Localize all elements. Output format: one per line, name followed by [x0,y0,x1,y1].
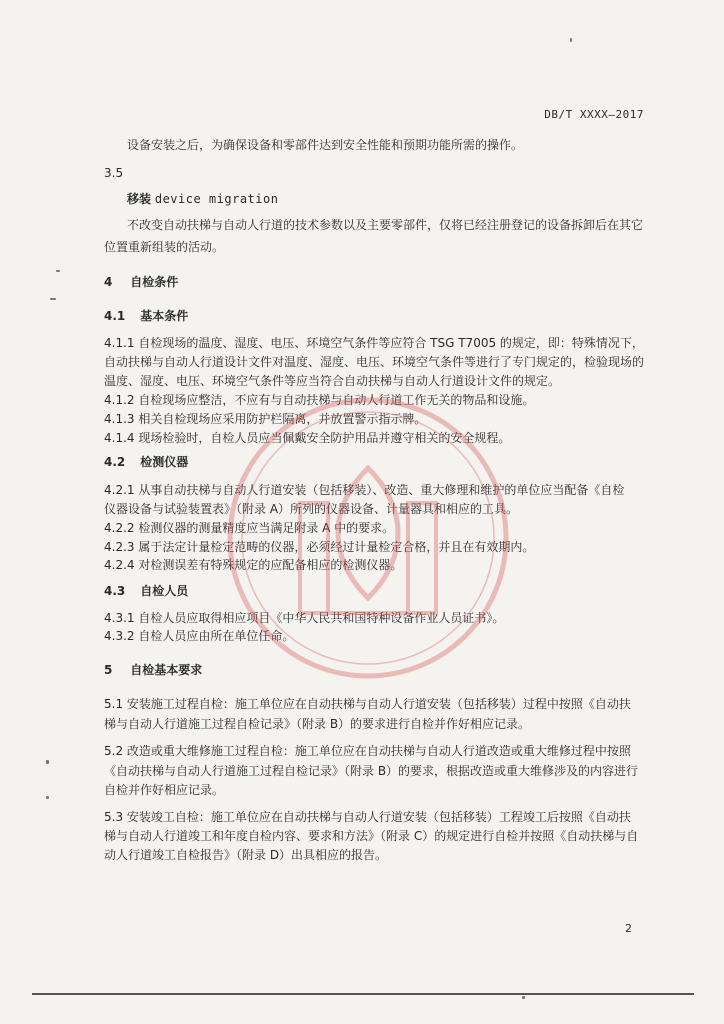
page-number: 2 [625,922,632,935]
paragraph-line: 4.1.4 现场检验时，自检人员应当佩戴安全防护用品并遵守相关的安全规程。 [104,431,511,445]
paragraph-line: 不改变自动扶梯与自动人行道的技术参数以及主要零部件，仅将已经注册登记的设备拆卸后在其它 [127,218,644,232]
paragraph-line: 设备安装之后，为确保设备和零部件达到安全性能和预期功能所需的操作。 [127,138,524,152]
paragraph-line: 《自动扶梯与自动人行道施工过程自检记录》（附录 B）的要求，根据改造或重大维修涉及的内容进行 [104,764,639,778]
paragraph-line: 4.2.2 检测仪器的测量精度应当满足附录 A 中的要求。 [104,521,395,535]
paragraph-line: 4.2.3 属于法定计量检定范畴的仪器，必须经过计量检定合格，并且在有效期内。 [104,540,535,554]
paragraph-line: 仪器设备与试验装置表》（附录 A）所列的仪器设备、计量器具和相应的工具。 [104,502,519,516]
paragraph-line: 动人行道竣工自检报告》（附录 D）出具相应的报告。 [104,848,388,862]
section-number: 4.2 [104,455,126,469]
scan-speck [522,996,525,999]
section-number: 4 [104,275,113,289]
paragraph-line: 4.3.1 自检人员应取得相应项目《中华人民共和国特种设备作业人员证书》。 [104,611,505,625]
paragraph-line: 自动扶梯与自动人行道设计文件对温度、湿度、电压、环境空气条件等进行了专门规定的，检验现场的 [104,355,645,369]
paragraph-line: 梯与自动人行道施工过程自检记录》（附录 B）的要求进行自检并作好相应记录。 [104,717,531,731]
term-chinese: 移装 [127,192,152,206]
paragraph-line: 自检并作好相应记录。 [104,783,225,797]
scan-speck [46,796,49,799]
section-heading-4 [104,273,178,291]
section-title: 检测仪器 [140,455,189,469]
paragraph-line: 温度、湿度、电压、环境空气条件等应当符合自动扶梯与自动人行道设计文件的规定。 [104,374,561,388]
term-entry [127,190,278,208]
section-title: 基本条件 [140,309,189,323]
paragraph-line: 5.3 安装竣工自检：施工单位应在自动扶梯与自动人行道安装（包括移装）工程竣工后按照《自动扶 [104,810,631,824]
paragraph-line: 4.3.2 自检人员应由所在单位任命。 [104,629,295,643]
document-code: DB/T XXXX—2017 [544,108,644,121]
section-number: 5 [104,663,113,677]
paragraph-line: 4.1.2 自检现场应整洁，不应有与自动扶梯与自动人行道工作无关的物品和设施。 [104,393,535,407]
paragraph-line: 4.1.1 自检现场的温度、湿度、电压、环境空气条件等应符合 TSG T7005 的规定，即：特殊情况下， [104,336,644,350]
section-title: 自检基本要求 [130,663,203,677]
paragraph-line: 4.2.1 从事自动扶梯与自动人行道安装（包括移装）、改造、重大修理和维护的单位应当配备《自检 [104,483,625,497]
paragraph-line: 梯与自动人行道竣工和年度自检内容、要求和方法》（附录 C）的规定进行自检并按照《自动扶梯与自 [104,829,639,843]
paragraph-line: 4.2.4 对检测误差有特殊规定的应配备相应的检测仪器。 [104,558,403,572]
section-title: 自检条件 [130,275,179,289]
clause-number: 3.5 [104,166,124,180]
section-heading-5 [104,661,202,679]
section-heading-4-3 [104,582,188,600]
section-heading-4-1 [104,307,188,325]
paragraph-line: 位置重新组装的活动。 [104,240,225,254]
scan-speck [570,38,572,42]
term-english: device migration [154,192,279,206]
section-title: 自检人员 [140,584,189,598]
scan-speck [56,270,60,272]
paragraph-line: 5.2 改造或重大维修施工过程自检：施工单位应在自动扶梯与自动人行道改造或重大维修过程中按照 [104,744,631,758]
paragraph-line: 5.1 安装施工过程自检：施工单位应在自动扶梯与自动人行道安装（包括移装）过程中按照《自动扶 [104,697,631,711]
section-number: 4.1 [104,309,126,323]
section-heading-4-2 [104,453,188,471]
paragraph-line: 4.1.3 相关自检现场应采用防护栏隔离，并放置警示指示牌。 [104,412,427,426]
scan-speck [46,760,49,764]
section-number: 4.3 [104,584,126,598]
scan-speck [50,298,56,300]
bottom-divider [32,993,694,995]
